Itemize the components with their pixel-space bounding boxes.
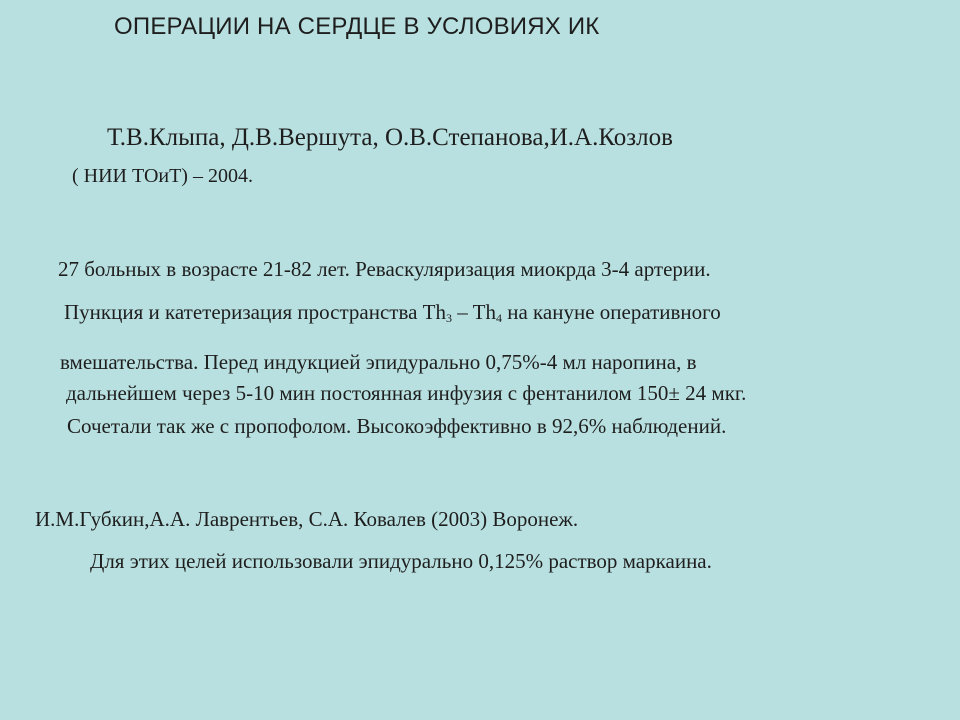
second-study-text: Для этих целей использовали эпидурально 0,125% раствор маркаина. (90, 549, 712, 573)
slide-title: ОПЕРАЦИИ НА СЕРДЦЕ В УСЛОВИЯХ ИК (114, 13, 600, 40)
th4-subscript: 4 (495, 311, 502, 325)
study-line-3: вмешательства. Перед индукцией эпидурально 0,75%-4 мл наропина, в (60, 350, 697, 374)
th3-subscript: 3 (446, 311, 452, 325)
second-study-authors: И.М.Губкин,А.А. Лаврентьев, С.А. Ковалев (2003) Воронеж. (35, 507, 579, 531)
study-line-2-mid: – Th (452, 300, 496, 324)
study-line-5: Сочетали так же с пропофолом. Высокоэффективно в 92,6% наблюдений. (67, 414, 727, 438)
study-authors: Т.В.Клыпа, Д.В.Вершута, О.В.Степанова,И.А.Козлов (107, 124, 673, 151)
study-line-2-prefix: Пункция и катетеризация пространства Th (64, 300, 446, 324)
study-line-4: дальнейшем через 5-10 мин постоянная инфузия с фентанилом 150± 24 мкг. (66, 381, 747, 405)
study-line-2 (64, 302, 721, 323)
study-line-1: 27 больных в возрасте 21-82 лет. Реваскуляризация миокрда 3-4 артерии. (58, 257, 711, 281)
study-source: ( НИИ ТОиТ) – 2004. (72, 165, 253, 187)
study-line-2-suffix: на кануне оперативного (501, 300, 721, 324)
